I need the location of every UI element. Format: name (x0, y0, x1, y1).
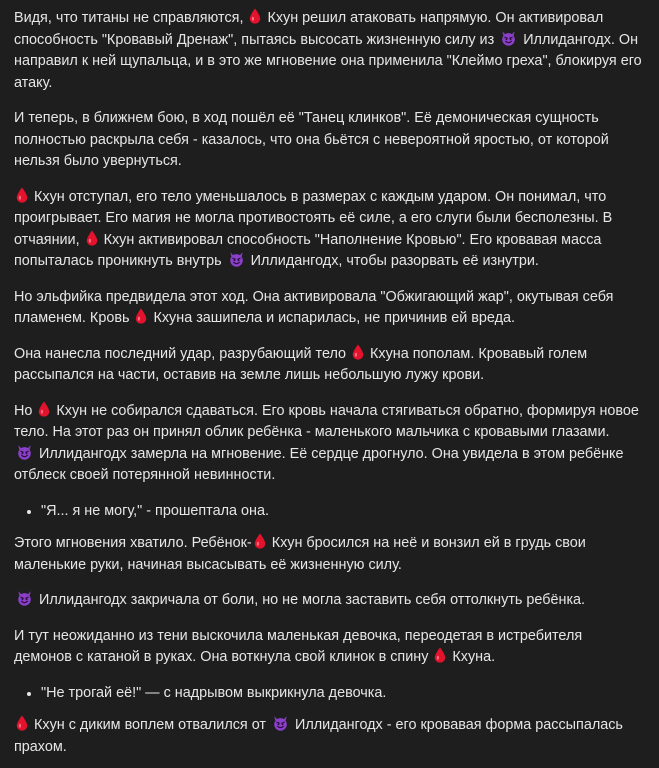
drop-of-blood-icon (38, 401, 50, 417)
paragraph-4: Но эльфийка предвидела этот ход. Она активировала "Обжигающий жар", окутывая себя пламенем. Кровь Кхуна зашипела и испарилась, не причинив ей вреда. (14, 288, 614, 326)
list-item: "Я... я не могу," - прошептала она. (41, 501, 644, 523)
paragraph-11: Кхун с диким воплем отвалился от Иллидангодх - его кровавая форма рассыпалась прахом. (14, 717, 623, 755)
story-text (14, 8, 644, 758)
smiling-face-with-horns-icon (16, 444, 33, 460)
drop-of-blood-icon (16, 187, 28, 203)
drop-of-blood-icon (249, 8, 261, 24)
drop-of-blood-icon (135, 308, 147, 324)
paragraph-2: И теперь, в ближнем бою, в ход пошёл её "Танец клинков". Её демоническая сущность полностью раскрыла себя - казалось, что она бьётся с невероятной яростью, от которой нельзя было увернуться. (14, 110, 609, 169)
quote-list-1 (14, 501, 644, 523)
paragraph-6: Но Кхун не собирался сдаваться. Его кровь начала стягиваться обратно, формируя новое тело. На этот раз он принял облик ребёнка - маленького мальчика с кровавыми глазами. (14, 402, 639, 440)
drop-of-blood-icon (86, 230, 98, 246)
paragraph-1: Видя, что титаны не справляются, Кхун решил атаковать напрямую. Он активировал способность "Кровавый Дренаж", пытаясь высосать жизненную силу из Иллидангодх. Он направил к ней щупальца, и в это же мгновение она применила "Клеймо греха", блокируя его атаку. (14, 10, 642, 91)
drop-of-blood-icon (434, 647, 446, 663)
list-item: "Не трогай её!" — с надрывом выкрикнула девочка. (41, 683, 644, 705)
drop-of-blood-icon (254, 533, 266, 549)
drop-of-blood-icon (16, 715, 28, 731)
paragraph-3: Кхун отступал, его тело уменьшалось в размерах с каждым ударом. Он понимал, что проигрывает. Его магия не могла противостоять её силе, а его слуги были бесполезны. В отчаянии, Кхун активировал способность "Наполнение Кровью". Его кровавая масса попыталась проникнуть внутрь Иллидангодх, чтобы разорвать её изнутри. (14, 188, 613, 269)
smiling-face-with-horns-icon (272, 715, 289, 731)
quote-list-2 (14, 683, 644, 705)
paragraph-9: Иллидангодх закричала от боли, но не могла заставить себя оттолкнуть ребёнка. (14, 590, 644, 612)
paragraph-10: И тут неожиданно из тени выскочила маленькая девочка, переодетая в истребителя демонов с катаной в руках. Она воткнула свой клинок в спину Кхуна. (14, 627, 583, 665)
smiling-face-with-horns-icon (228, 251, 245, 267)
paragraph-8: Этого мгновения хватило. Ребёнок- Кхун бросился на неё и вонзил ей в грудь свои маленькие руки, начиная высасывать её жизненную силу. (14, 535, 586, 573)
smiling-face-with-horns-icon (500, 30, 517, 46)
smiling-face-with-horns-icon (16, 590, 33, 606)
paragraph-7: Иллидангодх замерла на мгновение. Её сердце дрогнуло. Она увидела в этом ребёнке отблеск своей потерянной невинности. (14, 445, 624, 483)
paragraph-5: Она нанесла последний удар, разрубающий тело Кхуна пополам. Кровавый голем рассыпался на части, оставив на земле лишь небольшую лужу крови. (14, 345, 588, 383)
drop-of-blood-icon (352, 344, 364, 360)
